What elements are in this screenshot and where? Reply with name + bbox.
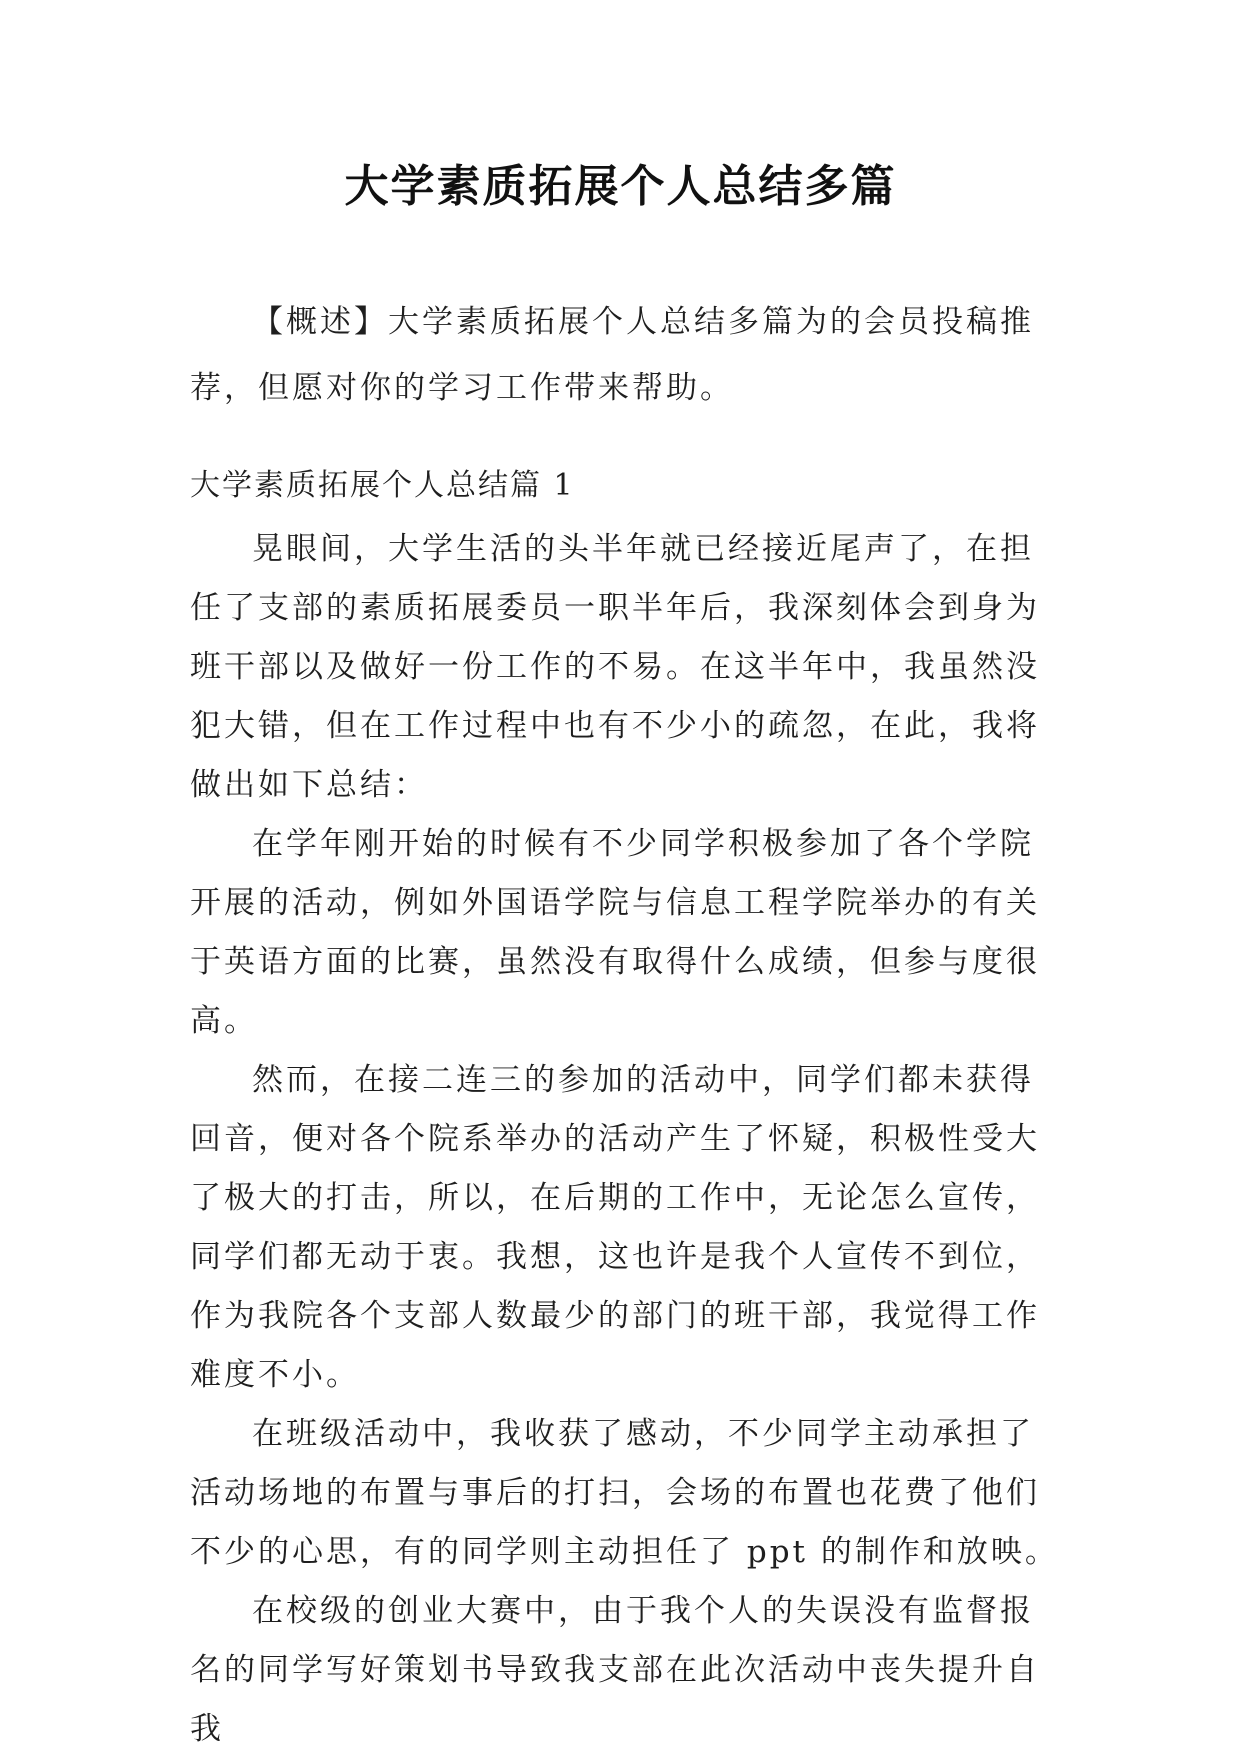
paragraph: 在学年刚开始的时候有不少同学积极参加了各个学院开展的活动，例如外国语学院与信息工程学院举办的有关于英语方面的比赛，虽然没有取得什么成绩，但参与度很高。 <box>190 826 1040 1039</box>
summary-paragraph <box>190 289 1060 421</box>
paragraph: 在校级的创业大赛中，由于我个人的失误没有监督报名的同学写好策划书导致我支部在此次活动中丧失提升自我 <box>190 1593 1040 1747</box>
body-paragraphs <box>190 520 1060 1759</box>
summary-text: 【概述】大学素质拓展个人总结多篇为的会员投稿推荐，但愿对你的学习工作带来帮助。 <box>190 304 1034 406</box>
document-title: 大学素质拓展个人总结多篇 <box>344 161 897 212</box>
paragraph: 然而，在接二连三的参加的活动中，同学们都未获得回音，便对各个院系举办的活动产生了怀疑，积极性受大了极大的打击，所以，在后期的工作中，无论怎么宣传，同学们都无动于衷。我想，这也许是我个人宣传不到位，作为我院各个支部人数最少的部门的班干部，我觉得工作难度不小。 <box>190 1062 1040 1393</box>
section-heading: 大学素质拓展个人总结篇 1 <box>190 468 575 503</box>
paragraph: 晃眼间，大学生活的头半年就已经接近尾声了，在担任了支部的素质拓展委员一职半年后，我深刻体会到身为班干部以及做好一份工作的不易。在这半年中，我虽然没犯大错，但在工作过程中也有不少小的疏忽，在此，我将做出如下总结： <box>190 531 1040 803</box>
paragraph: 在班级活动中，我收获了感动，不少同学主动承担了活动场地的布置与事后的打扫，会场的布置也花费了他们不少的心思，有的同学则主动担任了 ppt 的制作和放映。 <box>190 1416 1059 1570</box>
